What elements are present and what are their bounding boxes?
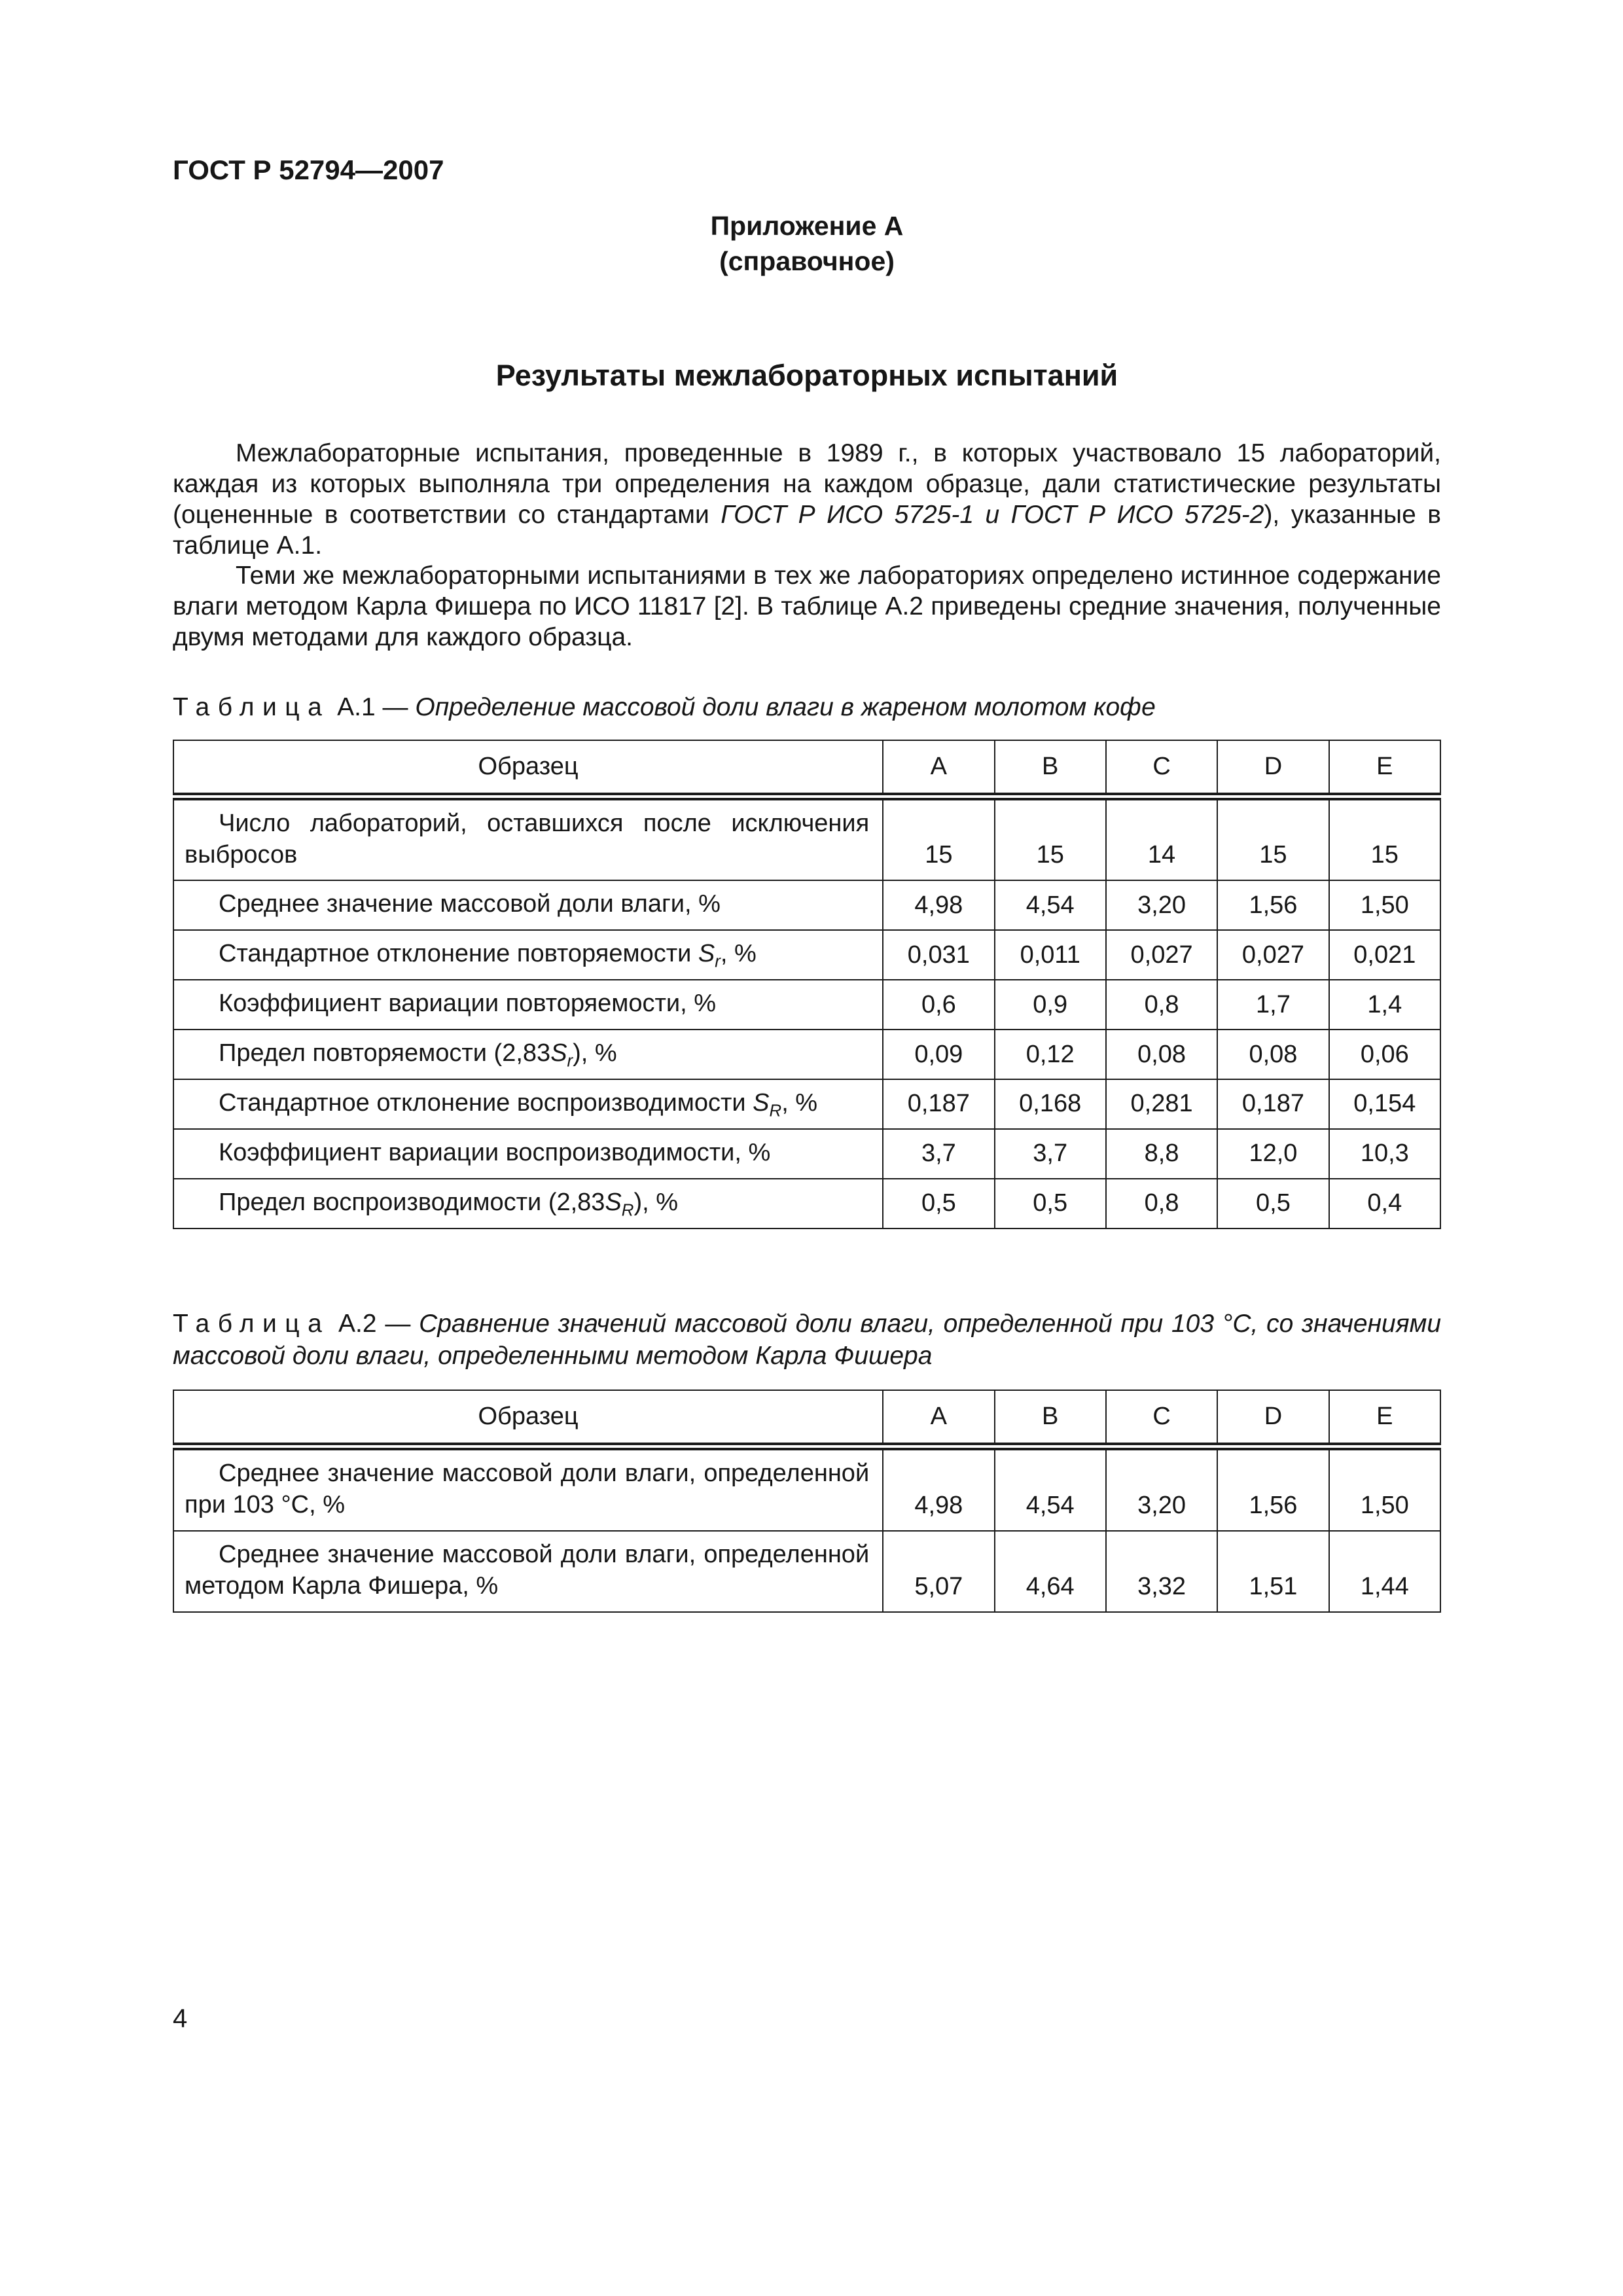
label-text: Предел воспроизводимости (2,83 xyxy=(219,1188,605,1216)
value-cell: 4,98 xyxy=(883,1446,994,1531)
row-label xyxy=(173,1030,883,1079)
table-row xyxy=(173,797,1440,881)
label-text: , % xyxy=(781,1088,818,1117)
table-row xyxy=(173,930,1440,980)
value-cell: 0,5 xyxy=(995,1179,1106,1229)
value-cell: 0,06 xyxy=(1329,1030,1440,1079)
table-a2-caption-dash: — xyxy=(385,1309,411,1338)
value-cell: 1,50 xyxy=(1329,1446,1440,1531)
row-label: Число лабораторий, оставшихся после исключения выбросов xyxy=(173,797,883,881)
column-header-sample: Образец xyxy=(173,1390,883,1446)
math-symbol: $S_r$ xyxy=(550,1039,573,1071)
value-cell: 0,5 xyxy=(883,1179,994,1229)
value-cell: 0,8 xyxy=(1106,980,1217,1030)
label-text: ), % xyxy=(633,1188,679,1216)
table-row xyxy=(173,1129,1440,1179)
value-cell: 10,3 xyxy=(1329,1129,1440,1179)
table-row xyxy=(173,880,1440,930)
value-cell: 8,8 xyxy=(1106,1129,1217,1179)
value-cell: 12,0 xyxy=(1217,1129,1329,1179)
value-cell: 0,011 xyxy=(995,930,1106,980)
value-cell: 0,4 xyxy=(1329,1179,1440,1229)
paragraph-2: Теми же межлабораторными испытаниями в тех же лабораториях определено истинное содержание влаги методом Карла Фишера по ИСО 11817 [2]. В таблице А.2 приведены средние значения, полученные двумя методами для каждого образца. xyxy=(173,562,1441,651)
column-header-b: B xyxy=(995,740,1106,797)
value-cell: 15 xyxy=(883,797,994,881)
row-label: Коэффициент вариации повторяемости, % xyxy=(173,980,883,1030)
math-subscript: R xyxy=(621,1201,634,1220)
value-cell: 3,20 xyxy=(1106,880,1217,930)
value-cell: 3,7 xyxy=(995,1129,1106,1179)
math-symbol: $S_R$ xyxy=(753,1088,782,1121)
value-cell: 0,08 xyxy=(1217,1030,1329,1079)
column-header-sample: Образец xyxy=(173,740,883,797)
column-header-e: E xyxy=(1329,740,1440,797)
table-a1-caption-number: А.1 xyxy=(337,692,376,721)
column-header-c: C xyxy=(1106,740,1217,797)
table-a1-caption xyxy=(173,691,1441,724)
page-title: Результаты межлабораторных испытаний xyxy=(495,359,1118,393)
paragraph-1-text: Межлабораторные испытания, проведенные в 1989 г., в которых участвовало 15 лабораторий, каждая из которых выполняла три определения на каждом образце, дали статистические результаты (оцененные в соответствии со стандартами xyxy=(173,439,1441,529)
value-cell: 0,187 xyxy=(1217,1079,1329,1129)
value-cell: 1,7 xyxy=(1217,980,1329,1030)
table-row xyxy=(173,980,1440,1030)
math-subscript: r xyxy=(715,952,721,971)
value-cell: 4,98 xyxy=(883,880,994,930)
paragraph-1-standards-ref: ГОСТ Р ИСО 5725-1 и ГОСТ Р ИСО 5725-2 xyxy=(721,500,1264,529)
table-a1 xyxy=(173,740,1441,1229)
value-cell: 1,51 xyxy=(1217,1531,1329,1612)
table-row xyxy=(173,1079,1440,1129)
value-cell: 0,281 xyxy=(1106,1079,1217,1129)
math-subscript: r xyxy=(567,1052,573,1071)
value-cell: 0,12 xyxy=(995,1030,1106,1079)
column-header-c: C xyxy=(1106,1390,1217,1446)
value-cell: 0,027 xyxy=(1106,930,1217,980)
row-label xyxy=(173,1179,883,1229)
value-cell: 0,154 xyxy=(1329,1079,1440,1129)
column-header-a: A xyxy=(883,740,994,797)
table-row xyxy=(173,1531,1440,1612)
value-cell: 1,56 xyxy=(1217,1446,1329,1531)
row-label: Коэффициент вариации воспроизводимости, % xyxy=(173,1129,883,1179)
math-symbol: $S_r$ xyxy=(698,940,721,971)
paragraph-1-tail: ), указанные в таблице А.1. xyxy=(173,500,1441,560)
label-text: Стандартное отклонение повторяемости xyxy=(219,940,698,968)
paragraph-1 xyxy=(173,439,1441,561)
column-header-e: E xyxy=(1329,1390,1440,1446)
value-cell: 1,50 xyxy=(1329,880,1440,930)
row-label xyxy=(173,930,883,980)
annex-subtitle: (справочное) xyxy=(719,246,895,277)
table-row xyxy=(173,1179,1440,1229)
value-cell: 0,09 xyxy=(883,1030,994,1079)
row-label: Среднее значение массовой доли влаги, определенной при 103 °С, % xyxy=(173,1446,883,1531)
label-text: Стандартное отклонение воспроизводимости xyxy=(219,1088,753,1117)
value-cell: 3,20 xyxy=(1106,1446,1217,1531)
value-cell: 0,021 xyxy=(1329,930,1440,980)
table-a2-header-row xyxy=(173,1390,1440,1446)
annex-title: Приложение А xyxy=(710,211,904,241)
value-cell: 15 xyxy=(1329,797,1440,881)
value-cell: 4,64 xyxy=(995,1531,1106,1612)
value-cell: 0,9 xyxy=(995,980,1106,1030)
value-cell: 0,5 xyxy=(1217,1179,1329,1229)
table-a1-caption-title: Определение массовой доли влаги в жареном молотом кофе xyxy=(415,692,1156,721)
table-a2-caption-title: Сравнение значений массовой доли влаги, определенной при 103 °С, со значениями массовой доли влаги, определенными методом Карла Фишера xyxy=(173,1309,1442,1371)
annex-heading xyxy=(173,208,1441,279)
label-text: ), % xyxy=(573,1039,617,1067)
value-cell: 5,07 xyxy=(883,1531,994,1612)
value-cell: 15 xyxy=(1217,797,1329,881)
value-cell: 0,08 xyxy=(1106,1030,1217,1079)
table-a2-caption xyxy=(173,1308,1441,1373)
label-text: , % xyxy=(720,940,757,968)
value-cell: 4,54 xyxy=(995,880,1106,930)
table-a2-caption-word: Таблица xyxy=(173,1309,330,1338)
value-cell: 0,187 xyxy=(883,1079,994,1129)
column-header-a: A xyxy=(883,1390,994,1446)
row-label xyxy=(173,1079,883,1129)
math-symbol: $S_R$ xyxy=(605,1188,634,1220)
document-number: ГОСТ Р 52794—2007 xyxy=(173,154,444,185)
column-header-d: D xyxy=(1217,1390,1329,1446)
value-cell: 0,8 xyxy=(1106,1179,1217,1229)
value-cell: 14 xyxy=(1106,797,1217,881)
label-text: Предел повторяемости (2,83 xyxy=(219,1039,551,1067)
value-cell: 0,031 xyxy=(883,930,994,980)
value-cell: 15 xyxy=(995,797,1106,881)
math-subscript: R xyxy=(769,1102,782,1121)
table-row xyxy=(173,1446,1440,1531)
value-cell: 0,6 xyxy=(883,980,994,1030)
table-a1-caption-dash: — xyxy=(382,692,408,721)
table-a2 xyxy=(173,1390,1441,1613)
value-cell: 3,32 xyxy=(1106,1531,1217,1612)
value-cell: 1,44 xyxy=(1329,1531,1440,1612)
table-a1-header-row xyxy=(173,740,1440,797)
table-a1-caption-word: Таблица xyxy=(173,692,330,721)
value-cell: 4,54 xyxy=(995,1446,1106,1531)
table-row xyxy=(173,1030,1440,1079)
value-cell: 1,56 xyxy=(1217,880,1329,930)
value-cell: 0,027 xyxy=(1217,930,1329,980)
page-number: 4 xyxy=(173,2004,188,2033)
intro-text xyxy=(173,439,1441,653)
column-header-b: B xyxy=(995,1390,1106,1446)
table-a2-caption-number: А.2 xyxy=(338,1309,377,1338)
row-label: Среднее значение массовой доли влаги, определенной методом Карла Фишера, % xyxy=(173,1531,883,1612)
value-cell: 0,168 xyxy=(995,1079,1106,1129)
value-cell: 1,4 xyxy=(1329,980,1440,1030)
row-label: Среднее значение массовой доли влаги, % xyxy=(173,880,883,930)
value-cell: 3,7 xyxy=(883,1129,994,1179)
column-header-d: D xyxy=(1217,740,1329,797)
